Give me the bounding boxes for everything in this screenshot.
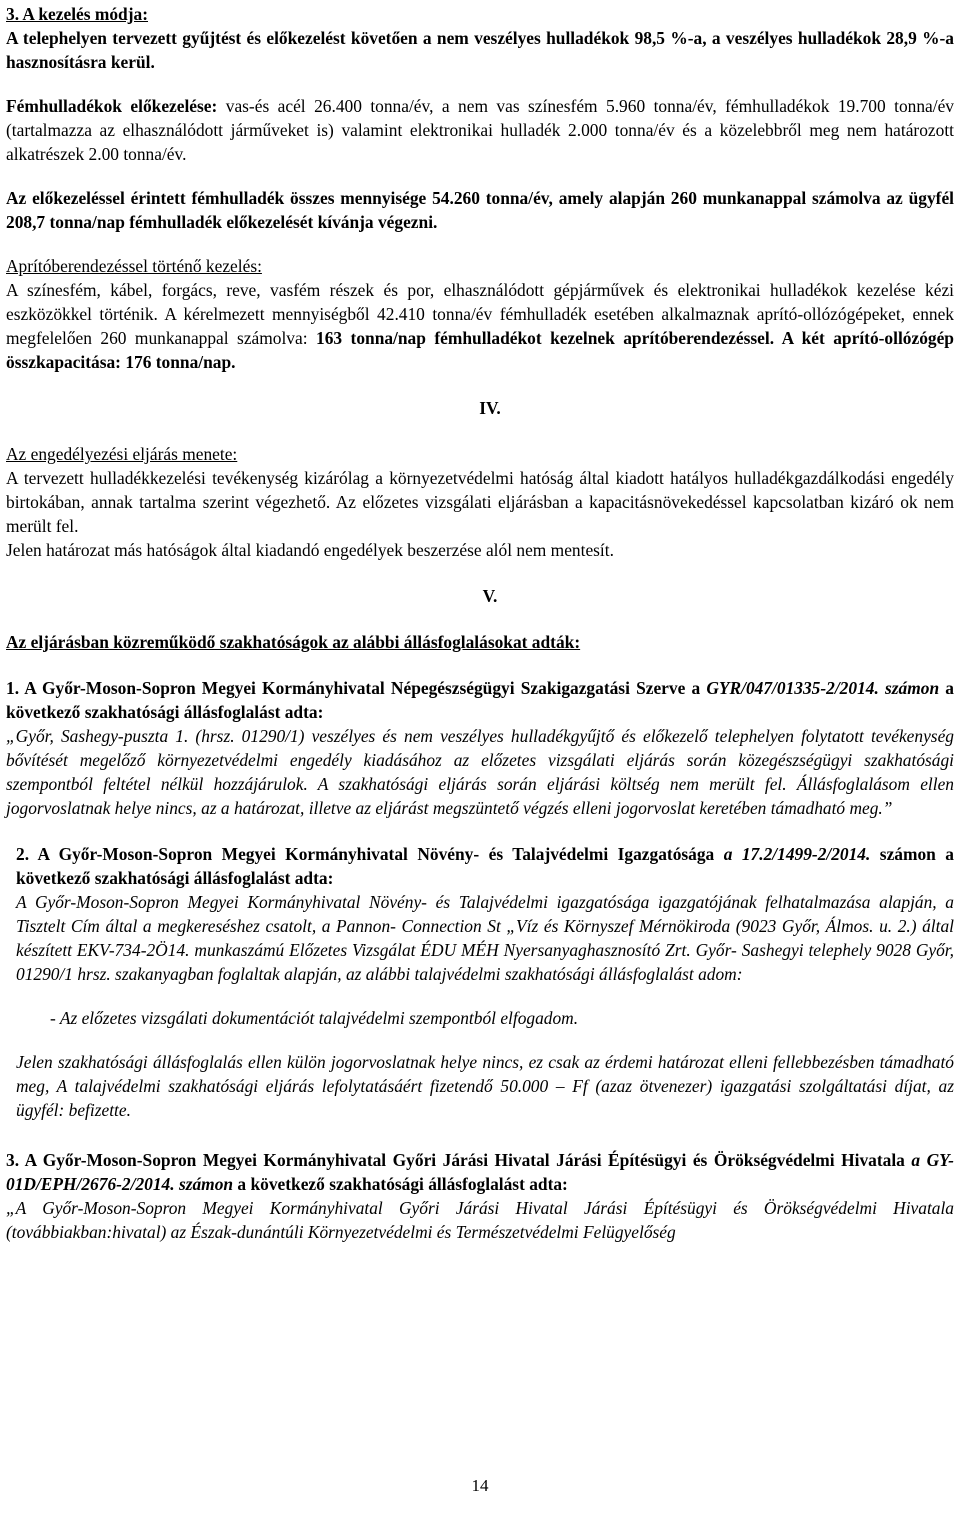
procedure-heading <box>6 442 954 466</box>
spacer <box>6 420 954 442</box>
section-numeral-iv: IV. <box>479 398 501 418</box>
total-paragraph: Az előkezeléssel érintett fémhulladék összes mennyisége 54.260 tonna/év, amely alapján 260 munkanappal számolva az ügyfél 208,7 tonna/nap fémhulladék előkezelését kívánja végezni. <box>6 188 954 232</box>
opinion-3-title-tail: a következő szakhatósági állásfoglalást adta: <box>233 1174 568 1194</box>
spacer <box>6 608 954 630</box>
shredder-label-text: Aprítóberendezéssel történő kezelés: <box>6 256 262 276</box>
spacer <box>6 820 954 842</box>
spacer <box>6 1122 954 1148</box>
exemption-paragraph: Jelen határozat más hatóságok által kiadandó engedélyek beszerzése alól nem mentesít. <box>6 540 614 560</box>
opinion-2-a: a <box>723 844 733 864</box>
opinion-1-title <box>6 676 954 724</box>
opinion-2-reference: 17.2/1499-2/2014. <box>741 844 871 864</box>
opinion-2-quote: A Győr-Moson-Sopron Megyei Kormányhivatal Növény- és Talajvédelmi igazgatósága igazgatójának felhatalmazása alapján, a Tisztelt Cím által a megkereséshez csatolt, a Pannon- Connection St „Víz és Környszef Mérnökiroda (9023 Győr, Álmos. u. 2.) által készített EKV-734-2Ö14. munkaszámú Előzetes Vizsgálat ÉDU MÉH Nyersanyaghasznosító Zrt. Győr- Sashegyi telephely 9028 Győr, 01290/1 hrsz. szakanyagban foglaltak alapján, az alábbi talajvédelmi szakhatósági állásfoglalást adom: <box>16 892 954 984</box>
opinion-3-title-text: 3. A Győr-Moson-Sopron Megyei Kormányhivatal Győri Járási Hivatal Járási Építésügyi és Örökségvédelmi Hivatala <box>6 1150 912 1170</box>
spacer <box>6 374 954 396</box>
section-heading-text: 3. A kezelés módja: <box>6 4 149 24</box>
spacer <box>6 74 954 94</box>
opinion-2-title <box>16 842 954 890</box>
metal-label: Fémhulladékok előkezelése: <box>6 96 218 116</box>
shredder-text: A színesfém, kábel, forgács, reve, vasfém részek és por, elhasználódott gépjárművek és elektronikai hulladékok kezelése kézi eszközökkel történik. A kérelmezett mennyiségből 42.410 tonna/év fémhulladék esetében alkalmaznak aprító-ollózógépeket, ennek megfelelően 260 munkanappal számolva: <box>6 280 954 348</box>
opinion-2-item: - Az előzetes vizsgálati dokumentációt talajvédelmi szempontból elfogadom. <box>50 1008 579 1028</box>
shredder-text-bold: 163 tonna/nap fémhulladékot kezelnek aprítóberendezéssel. A két aprító-ollózógép összkapacitása: 176 tonna/nap. <box>6 328 954 372</box>
opinion-3-quote: „A Győr-Moson-Sopron Megyei Kormányhivatal Győri Járási Hivatal Járási Építésügyi és Örökségvédelmi Hivatala (továbbiakban:hivatal) az Észak-dunántúli Környezetvédelmi és Természetvédelmi Felügyelőség <box>6 1198 954 1242</box>
authorities-heading <box>6 630 954 654</box>
intro-paragraph: A telephelyen tervezett gyűjtést és előkezelést követően a nem veszélyes hulladékok 98,5 %-a, a veszélyes hulladékok 28,9 %-a hasznosításra kerül. <box>6 28 954 72</box>
opinion-3-title <box>6 1148 954 1196</box>
page-number: 14 <box>471 1476 489 1495</box>
shredder-label <box>6 254 954 278</box>
opinion-2-title-text: 2. A Győr-Moson-Sopron Megyei Kormányhivatal Növény- és Talajvédelmi Igazgatósága <box>16 844 724 864</box>
spacer <box>6 234 954 254</box>
opinion-2-closing: Jelen szakhatósági állásfoglalás ellen külön jogorvoslatnak helye nincs, ez csak az érdemi határozat elleni fellebbezésben támadható meg, A talajvédelmi szakhatósági eljárás lefolytatásáért fizetendő 50.000 – Ff (azaz ötvenezer) igazgatási szolgáltatási díjat, az ügyfél: befizette. <box>16 1052 954 1120</box>
opinion-1-reference-suffix: számon <box>878 678 940 698</box>
shredder-paragraph <box>6 278 954 374</box>
section-numeral-v: V. <box>482 586 498 606</box>
opinion-1-quote: „Győr, Sashegy-puszta 1. (hrsz. 01290/1) veszélyes és nem veszélyes hulladékgyűjtő és előkezelő telephelyen folytatott tevékenység bővítését megelőző környezetvédelmi engedély kiadásához az előzetes vizsgálati eljárás során közegészségügyi szakhatósági szempontból feltétel nélkül hozzájárulok. A szakhatósági eljárás során eljárási költség nem merült fel. Állásfoglalásom ellen jogorvoslatnak helye nincs, az a határozat, illetve az eljárást megszüntető végzés elleni jogorvoslat keretében támadható meg.” <box>6 726 954 818</box>
metal-text: vas-és acél 26.400 tonna/év, a nem vas színesfém 5.960 tonna/év, fémhulladékok 19.700 tonna/év (tartalmazza az elhasználódott járműveket is) valamint elektronikai hulladék 2.000 tonna/év és a közelebbről meg nem határozott alkatrészek 2.00 tonna/év. <box>6 96 955 164</box>
opinion-1-title-text: 1. A Győr-Moson-Sopron Megyei Kormányhivatal Népegészségügyi Szakigazgatási Szerve a <box>6 678 707 698</box>
spacer <box>6 166 954 186</box>
spacer <box>6 654 954 676</box>
opinion-2-title-tail: számon a következő szakhatósági állásfoglalást adta: <box>16 844 954 888</box>
opinion-1-title-tail: a következő szakhatósági állásfoglalást adta: <box>6 678 954 722</box>
authorities-heading-text: Az eljárásban közreműködő szakhatóságok az alábbi állásfoglalásokat adták: <box>6 632 581 652</box>
opinion-1-reference: GYR/047/01335-2/2014. <box>706 678 879 698</box>
spacer <box>6 1030 954 1050</box>
procedure-heading-text: Az engedélyezési eljárás menete: <box>6 444 238 464</box>
spacer <box>6 986 954 1006</box>
section-heading <box>6 2 954 26</box>
opinion-3-a: a <box>911 1150 921 1170</box>
metal-paragraph <box>6 94 954 166</box>
opinion-3-reference: GY-01D/EPH/2676-2/2014. számon <box>6 1150 954 1194</box>
spacer <box>6 562 954 584</box>
procedure-paragraph: A tervezett hulladékkezelési tevékenység kizárólag a környezetvédelmi hatóság által kiadott hatályos hulladékgazdálkodási engedély birtokában, annak tartalma szerint végezhető. Az előzetes vizsgálati eljárásban a kapacitásnövekedéssel kapcsolatban kizáró ok nem merült fel. <box>6 468 954 536</box>
